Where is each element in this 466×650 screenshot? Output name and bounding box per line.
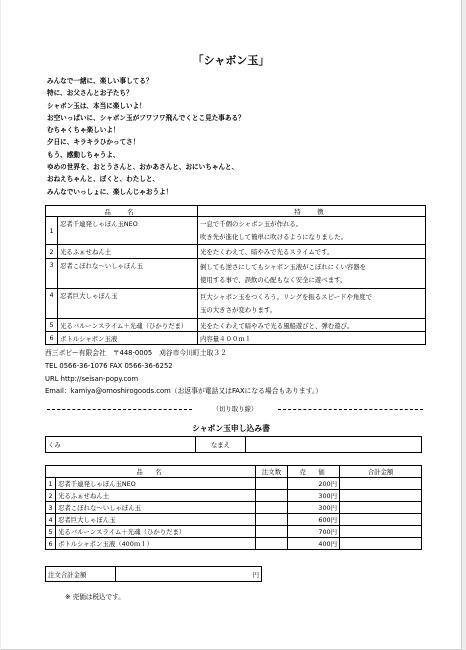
row-number: 4 [46, 289, 58, 319]
order-table [45, 465, 422, 550]
poem-line: むちゃくちゃ楽しいよ！ [47, 126, 120, 135]
company-phone: TEL 0566-36-1076 FAX 0566-36-6252 [45, 361, 173, 370]
order-item-price: 200円 [288, 478, 340, 490]
product-features [198, 259, 426, 289]
name-table [45, 436, 422, 453]
qty-field[interactable] [256, 478, 288, 490]
namae-field[interactable] [246, 437, 422, 453]
page-title: 「シャボン玉」 [192, 54, 270, 67]
products-table [45, 205, 426, 345]
header-total: 合計金額 [340, 466, 422, 478]
product-name: 光るバルーンスライム＋光魂（ひかりだま） [58, 319, 198, 332]
poem-line: みんなでいっしょに、楽しんじゃおうよ！ [47, 187, 173, 196]
qty-field[interactable] [256, 502, 288, 514]
feature-line: 吹き先が進化して簡単に吹けるようになりました。 [200, 232, 347, 241]
product-name: ボトルシャボン玉液 [58, 332, 198, 345]
order-item-name: 忍者こぼれな〜いしゃぼん玉 [56, 502, 256, 514]
feature-line: 倒しても逆さにしてもシャボン玉液がこぼれにくい容器を [200, 262, 367, 271]
cut-line [47, 405, 423, 413]
products-table-header [46, 206, 426, 217]
order-item-price: 700円 [288, 526, 340, 538]
row-number: 2 [46, 490, 56, 502]
poem-line: シャボン玉は、本当に楽しいよ！ [47, 101, 146, 110]
header-name: 品 名 [46, 206, 198, 217]
price-note: ※ 売価は税込です。 [65, 593, 125, 601]
table-row [46, 319, 426, 332]
product-name: 忍者こぼれな〜いしゃぼん玉 [58, 259, 198, 289]
company-info [45, 347, 322, 398]
table-row [46, 289, 426, 319]
table-row [46, 437, 422, 453]
order-item-price: 300円 [288, 490, 340, 502]
row-number: 4 [46, 514, 56, 526]
table-row [46, 567, 262, 582]
table-row [46, 217, 426, 245]
row-number: 1 [46, 478, 56, 490]
table-row [46, 478, 422, 490]
feature-line: 一息で千個のシャボン玉が作れる。 [200, 219, 303, 228]
table-row [46, 332, 426, 345]
product-features: 内容量４００ｍｌ [198, 332, 426, 345]
sum-unit: 円 [252, 570, 259, 579]
kumi-label: くみ [48, 441, 61, 449]
order-table-header [46, 466, 422, 478]
order-item-name: 光るバルーンスライム＋光魂（ひかりだま） [56, 526, 256, 538]
row-number: 5 [46, 319, 58, 332]
table-row [46, 490, 422, 502]
table-row [46, 245, 426, 259]
order-form-title: シャボン玉申し込み書 [192, 424, 270, 433]
qty-field[interactable] [256, 538, 288, 550]
product-features: 光をたくわえて暗やみで光る風船遊びと、弾む遊び。 [198, 319, 426, 332]
product-features [198, 289, 426, 319]
total-field[interactable] [340, 502, 422, 514]
total-field[interactable] [340, 490, 422, 502]
poem-line: 特に、お父さんとお子たち？ [47, 89, 133, 98]
order-item-price: 300円 [288, 502, 340, 514]
total-field[interactable] [340, 478, 422, 490]
product-name: 忍者千連発しゃぼん玉NEO [58, 217, 198, 245]
feature-line: 使用する事で、誤飲の心配もなく安全に遊べます。 [200, 275, 347, 284]
poem-line: 夕日に、キラキラひかってさ！ [47, 138, 140, 147]
table-row [46, 526, 422, 538]
poem-line: お空いっぱいに、シャボン玉がフワフワ飛んでくとこ見た事ある？ [47, 113, 245, 122]
cut-label: （切り取り線） [212, 405, 258, 413]
order-item-name: 忍者巨大しゃぼん玉 [56, 514, 256, 526]
namae-label: なまえ [196, 437, 246, 453]
qty-field[interactable] [256, 490, 288, 502]
row-number: 2 [46, 245, 58, 259]
table-row [46, 538, 422, 550]
qty-field[interactable] [256, 514, 288, 526]
feature-line: 玉の大きさが変わります。 [200, 305, 277, 314]
table-row [46, 514, 422, 526]
product-name: 忍者巨大しゃぼん玉 [58, 289, 198, 319]
order-item-name: 光るふぁせねん土 [56, 490, 256, 502]
order-item-name: ボトルシャボン玉液（400ｍｌ） [56, 538, 256, 550]
product-features: 光をたくわえて、暗やみで光るスライムです。 [198, 245, 426, 259]
company-address: 西三ポピー有限会社 〒448-0005 刈谷市今川町土取３２ [45, 349, 227, 357]
poem-line: ゆめの世界を、おとうさんと、おかあさんと、おにいちゃんと、 [47, 163, 239, 172]
header-qty: 注文数 [256, 466, 288, 478]
feature-line: 巨大シャボン玉をつくろう。リングを振るスピードや角度で [200, 292, 373, 301]
total-field[interactable] [340, 514, 422, 526]
row-number: 5 [46, 526, 56, 538]
company-url[interactable]: URL http://seisan-popy.com [45, 375, 139, 383]
sum-label: 注文合計金額 [46, 567, 116, 582]
row-number: 6 [46, 332, 58, 345]
row-number: 3 [46, 502, 56, 514]
header-price: 売 価 [288, 466, 340, 478]
poem-line: みんなで一緒に、楽しい事してる？ [47, 77, 153, 85]
product-name: 光るふぁせねん土 [58, 245, 198, 259]
document-page [1, 0, 462, 650]
row-number: 3 [46, 259, 58, 289]
header-features: 特 徴 [198, 206, 426, 217]
table-row [46, 259, 426, 289]
header-name: 品 名 [46, 466, 256, 478]
kumi-field[interactable] [46, 437, 196, 453]
poem-line: おねえちゃんと、ぼくと、わたしと、 [47, 175, 160, 184]
total-field[interactable] [340, 538, 422, 550]
order-item-name: 忍者千連発しゃぼん玉NEO [56, 478, 256, 490]
table-row [46, 502, 422, 514]
poem-text [47, 75, 245, 198]
order-sum-table [45, 566, 262, 582]
product-features [198, 217, 426, 245]
company-email: Email：kamiya@omoshirogoods.com（お返事が電話又はFAXになる場合もあります。） [45, 387, 323, 396]
qty-field[interactable] [256, 526, 288, 538]
total-field[interactable] [340, 526, 422, 538]
order-item-price: 400円 [288, 538, 340, 550]
row-number: 1 [46, 217, 58, 245]
poem-line: もう、感動しちゃうよ、 [47, 150, 120, 159]
order-item-price: 600円 [288, 514, 340, 526]
row-number: 6 [46, 538, 56, 550]
sum-field[interactable] [116, 567, 262, 582]
